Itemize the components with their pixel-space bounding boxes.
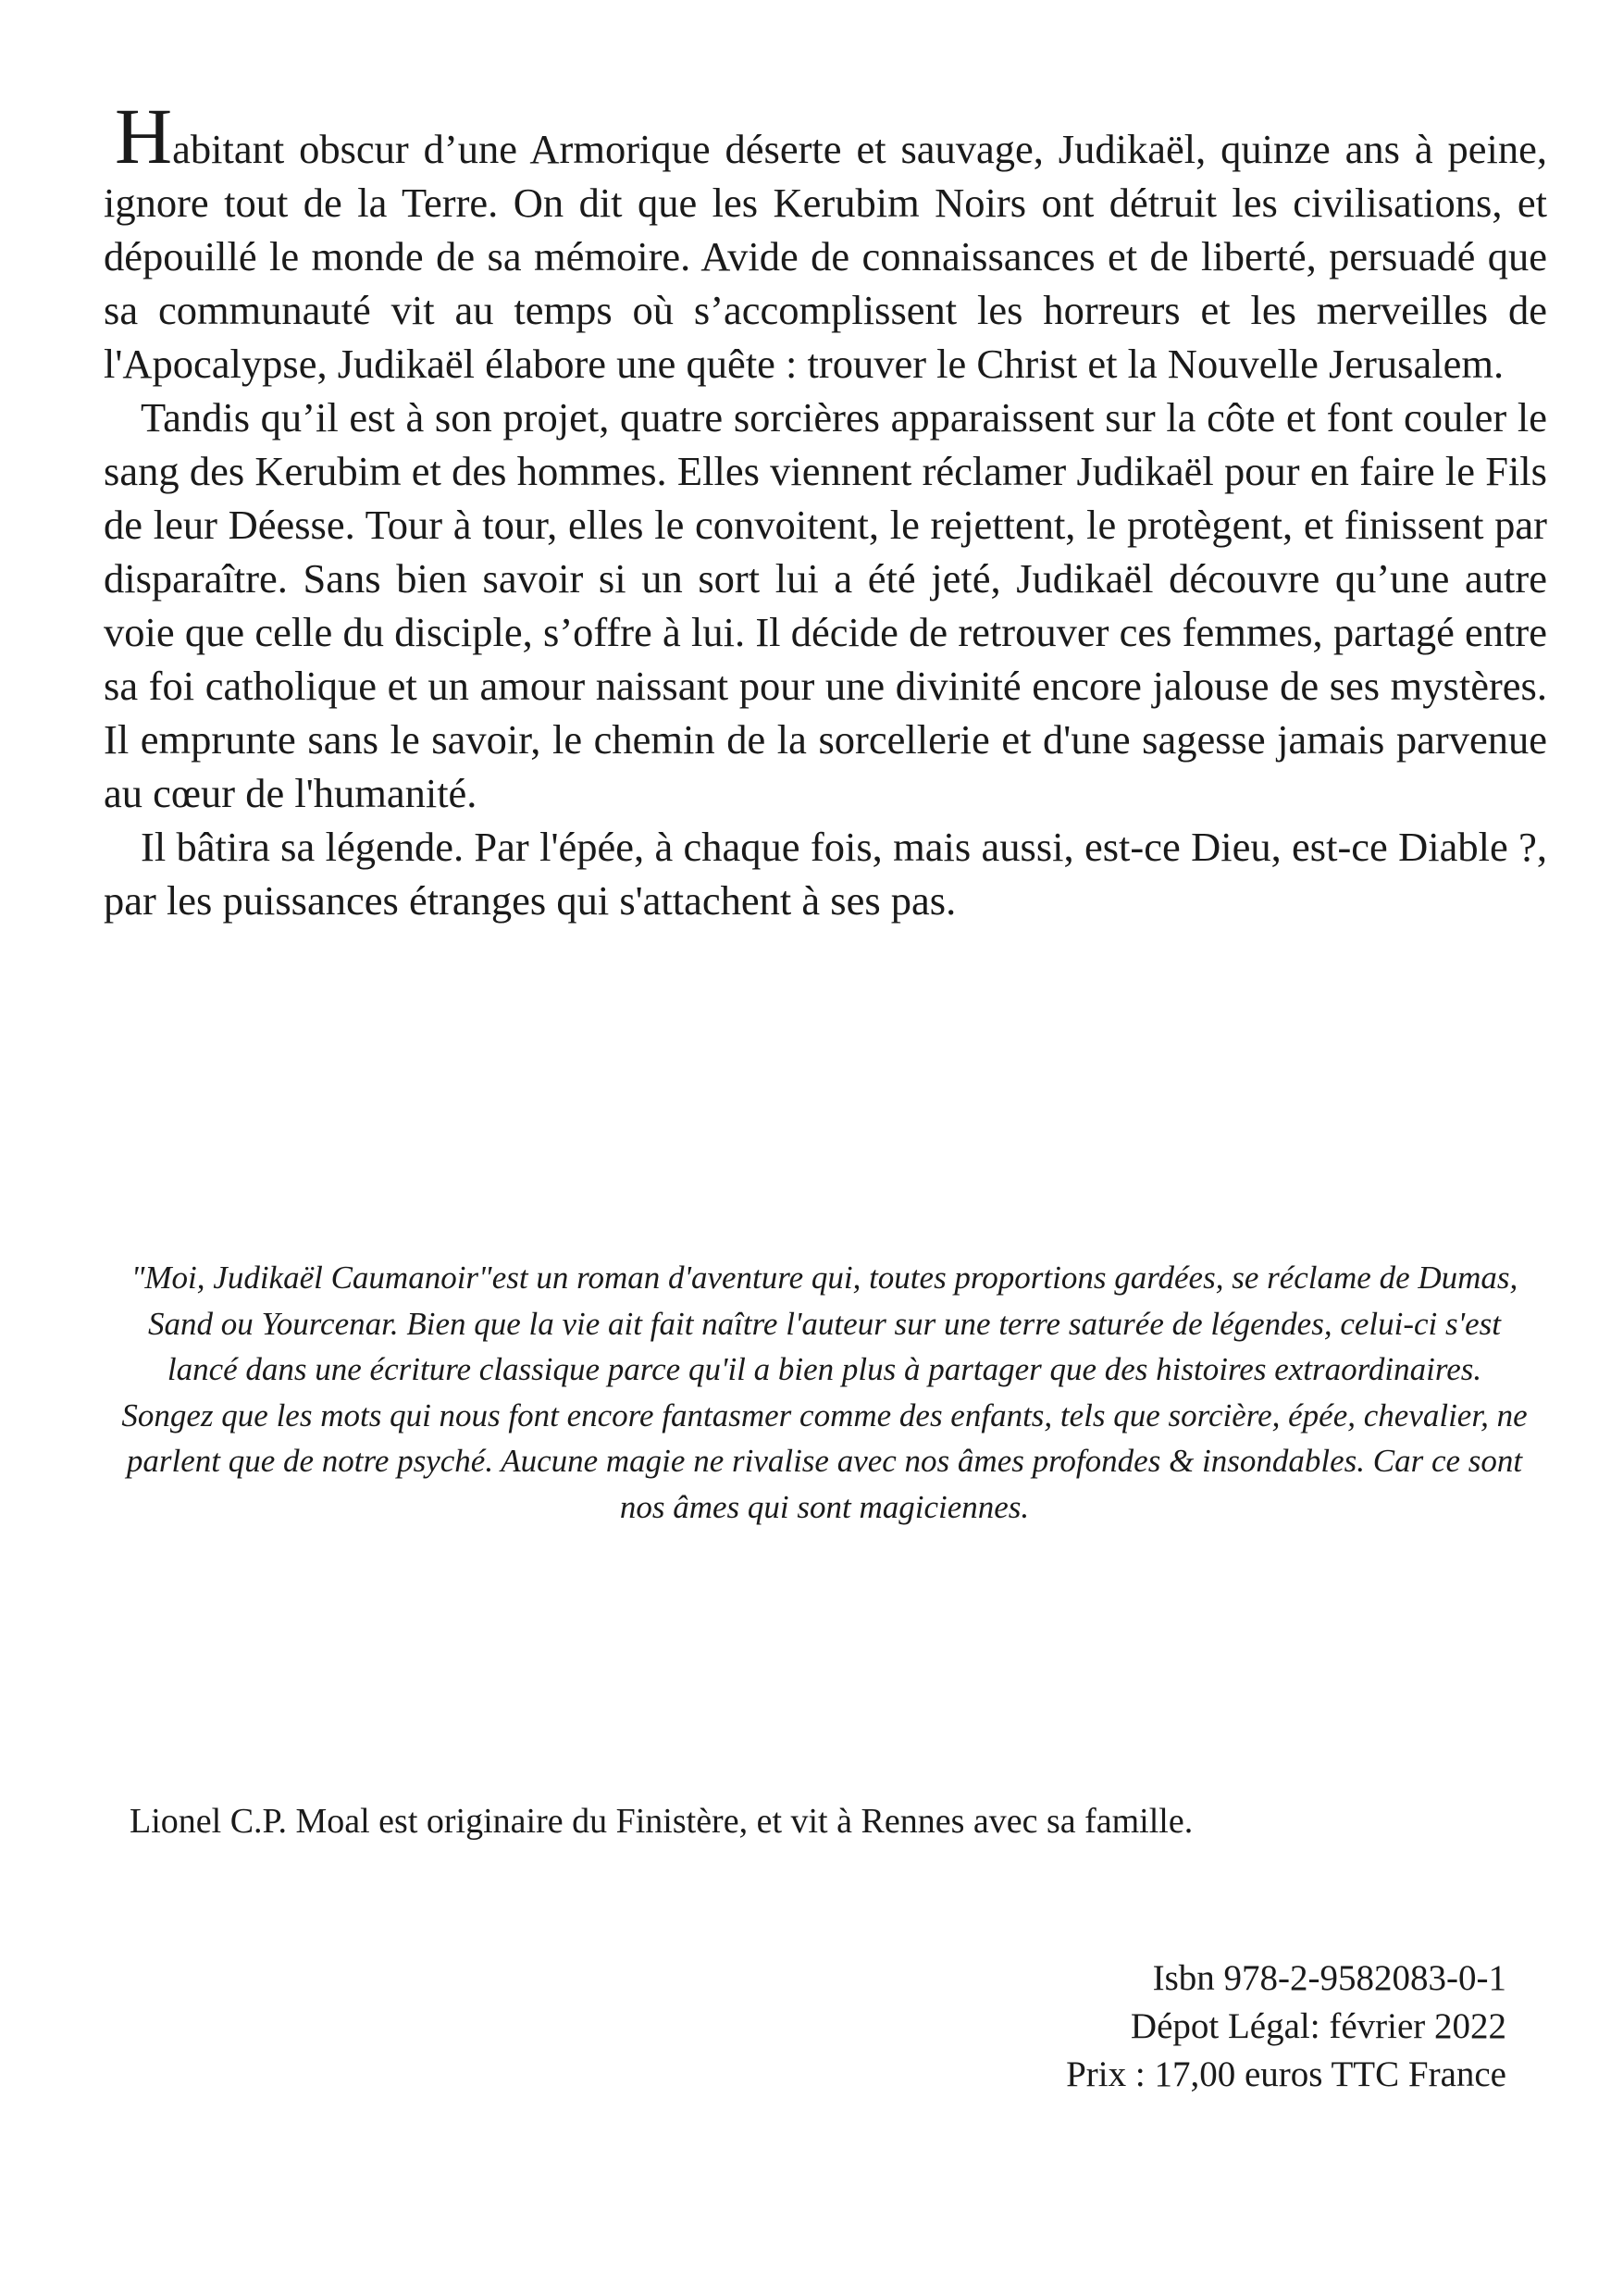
isbn-line: Isbn 978-2-9582083-0-1 [1152, 1958, 1506, 1998]
legal-deposit-line: Dépot Légal: février 2022 [1130, 2006, 1506, 2046]
blurb-paragraph-1: "Moi, Judikaël Caumanoir"est un roman d'aventure qui, toutes proportions gardées, se réclame de Dumas, Sand ou Yourcenar. Bien que la vie ait fait naître l'auteur sur une terre saturée de légendes, celui-ci s'est lancé dans une écriture classique parce qu'il a bien plus à partager que des histoires extraordinaires. [130, 1260, 1518, 1387]
blurb-paragraph-2: Songez que les mots qui nous font encore fantasmer comme des enfants, tels que sorcière, épée, chevalier, ne parlent que de notre psyché. Aucune magie ne rivalise avec nos âmes profondes & insondables. Car ce sont nos âmes qui sont magiciennes. [121, 1396, 1528, 1525]
synopsis-paragraph-3: Il bâtira sa légende. Par l'épée, à chaque fois, mais aussi, est-ce Dieu, est-ce Diable ?, par les puissances étranges qui s'attachent à ses pas. [104, 824, 1547, 924]
price-line: Prix : 17,00 euros TTC France [1066, 2054, 1506, 2094]
synopsis-paragraph-2: Tandis qu’il est à son projet, quatre sorcières apparaissent sur la côte et font couler le sang des Kerubim et des hommes. Elles viennent réclamer Judikaël pour en faire le Fils de leur Déesse. Tour à tour, elles le convoitent, le rejettent, le protègent, et finissent par disparaître. Sans bien savoir si un sort lui a été jeté, Judikaël découvre qu’une autre voie que celle du disciple, s’offre à lui. Il décide de retrouver ces femmes, partagé entre sa foi catholique et un amour naissant pour une divinité encore jalouse de ses mystères. Il emprunte sans le savoir, le chemin de la sorcellerie et d'une sagesse jamais parvenue au cœur de l'humanité. [104, 394, 1547, 816]
synopsis-paragraph-1-text: abitant obscur d’une Armorique déserte et sauvage, Judikaël, quinze ans à peine, ignore tout de la Terre. On dit que les Kerubim Noirs ont détruit les civilisations, et dépouillé le monde de sa mémoire. Avide de connaissances et de liberté, persuadé que sa communauté vit au temps où s’accomplissent les horreurs et les merveilles de l'Apocalypse, Judikaël élabore une quête : trouver le Christ et la Nouvelle Jerusalem. [104, 126, 1547, 387]
drop-cap: H [115, 92, 173, 180]
synopsis [104, 92, 1547, 927]
book-blurb [111, 1255, 1538, 1530]
legal-info [859, 1955, 1506, 2099]
synopsis-paragraph-1 [104, 92, 1547, 391]
author-bio: Lionel C.P. Moal est originaire du Finistère, et vit à Rennes avec sa famille. [130, 1802, 1194, 1841]
